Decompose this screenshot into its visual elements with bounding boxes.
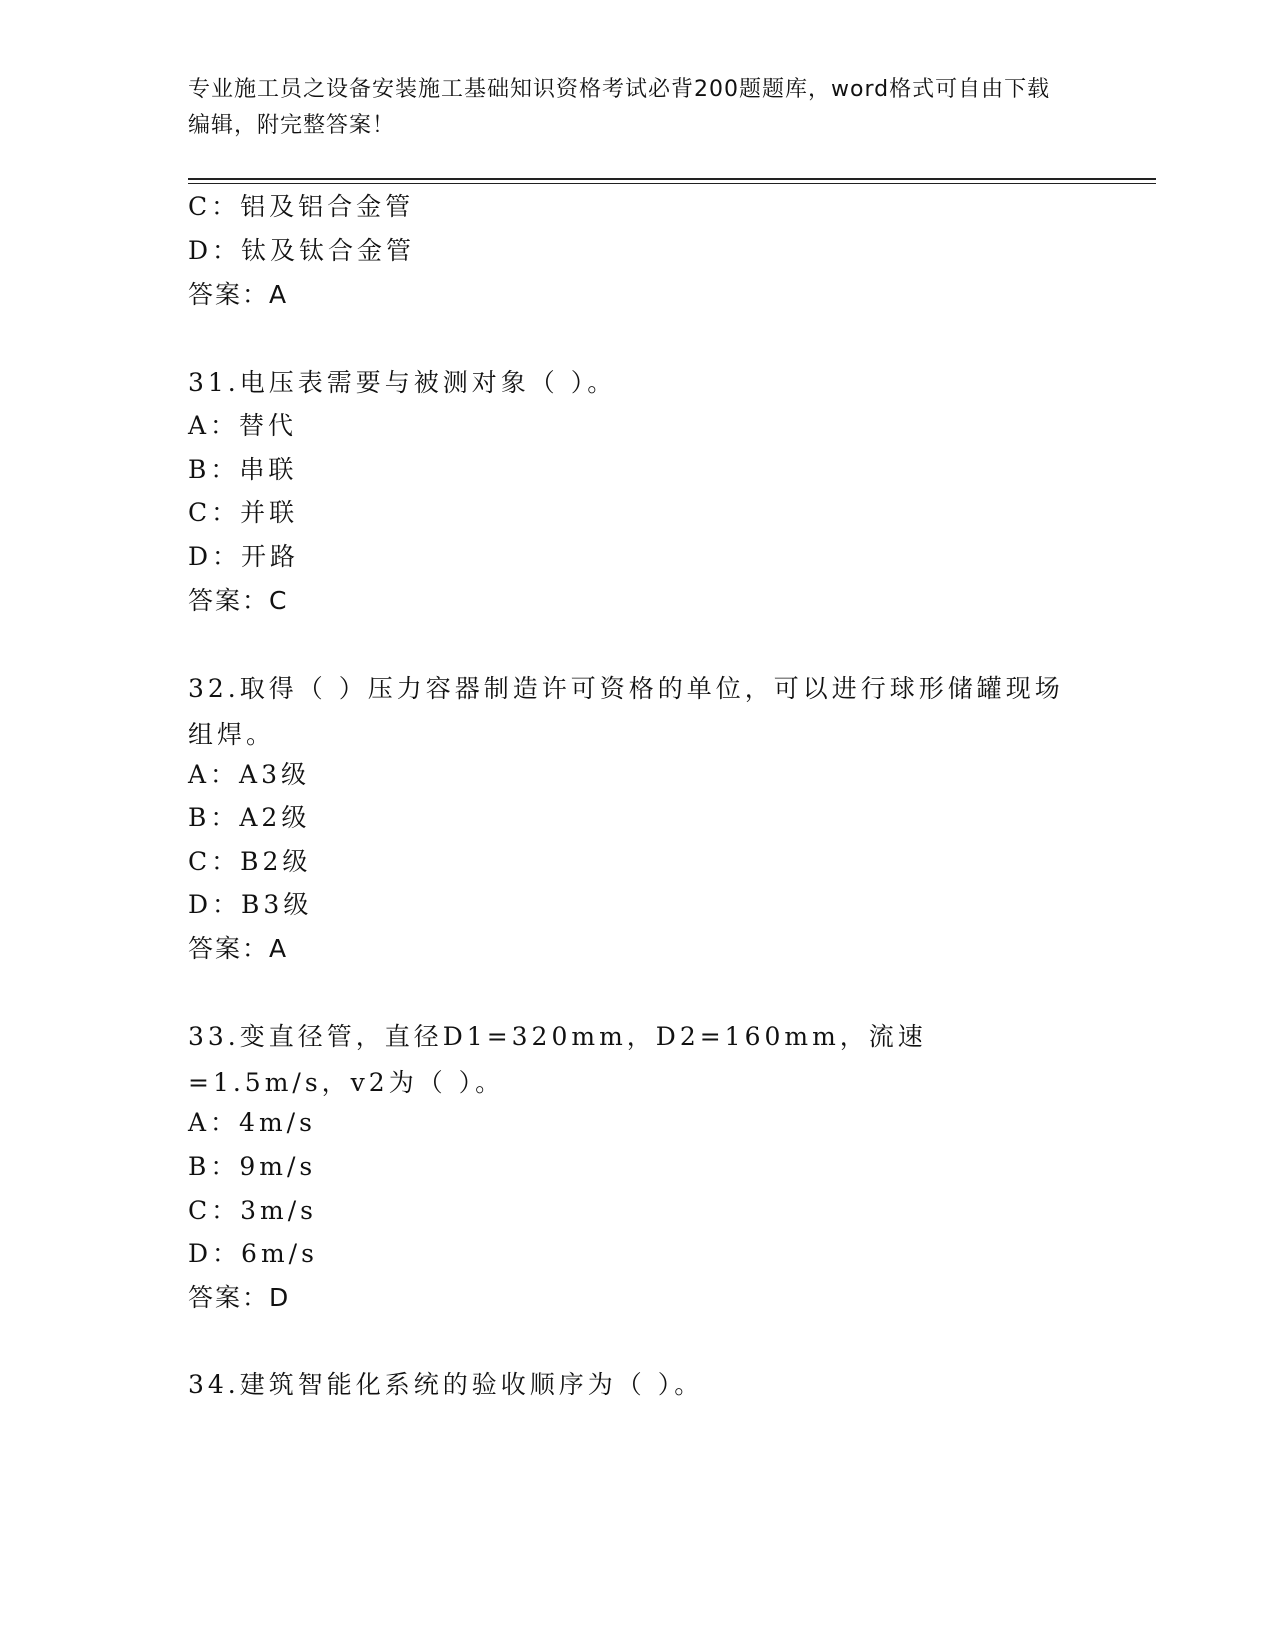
q33-answer: 答案：D — [188, 1283, 291, 1312]
header-rule — [188, 178, 1156, 180]
q33-stem: 33.变直径管，直径D1=320mm，D2=160mm，流速=1.5m/s，v2为（ ）。 — [188, 1022, 927, 1097]
q32-option-b: B：A2级 — [188, 803, 311, 832]
document-header: 专业施工员之设备安装施工基础知识资格考试必背200题题库，word格式可自由下载编辑，附完整答案！ — [188, 77, 1051, 138]
q34-stem: 34.建筑智能化系统的验收顺序为（ ）。 — [188, 1370, 704, 1399]
q32-option-a: A：A3级 — [188, 760, 311, 789]
prev-option-d: D：钛及钛合金管 — [188, 236, 416, 265]
q32-option-d: D：B3级 — [188, 890, 313, 919]
q32-stem: 32.取得（ ）压力容器制造许可资格的单位，可以进行球形储罐现场组焊。 — [188, 674, 1064, 749]
q31-stem: 31.电压表需要与被测对象（ ）。 — [188, 368, 617, 397]
q31-option-a: A：替代 — [188, 411, 298, 440]
q31-option-d: D：开路 — [188, 542, 300, 571]
q32-answer: 答案：A — [188, 934, 289, 963]
prev-option-c: C：铝及铝合金管 — [188, 192, 415, 221]
header-rule-thin — [188, 183, 1156, 184]
q33-option-d: D：6m/s — [188, 1239, 318, 1268]
q32-option-c: C：B2级 — [188, 847, 312, 876]
q33-option-c: C：3m/s — [188, 1196, 317, 1225]
q33-option-a: A：4m/s — [188, 1108, 316, 1137]
q31-answer: 答案：C — [188, 586, 289, 615]
prev-answer: 答案：A — [188, 280, 289, 309]
q31-option-b: B：串联 — [188, 455, 298, 484]
q33-option-b: B：9m/s — [188, 1152, 317, 1181]
q31-option-c: C：并联 — [188, 498, 299, 527]
